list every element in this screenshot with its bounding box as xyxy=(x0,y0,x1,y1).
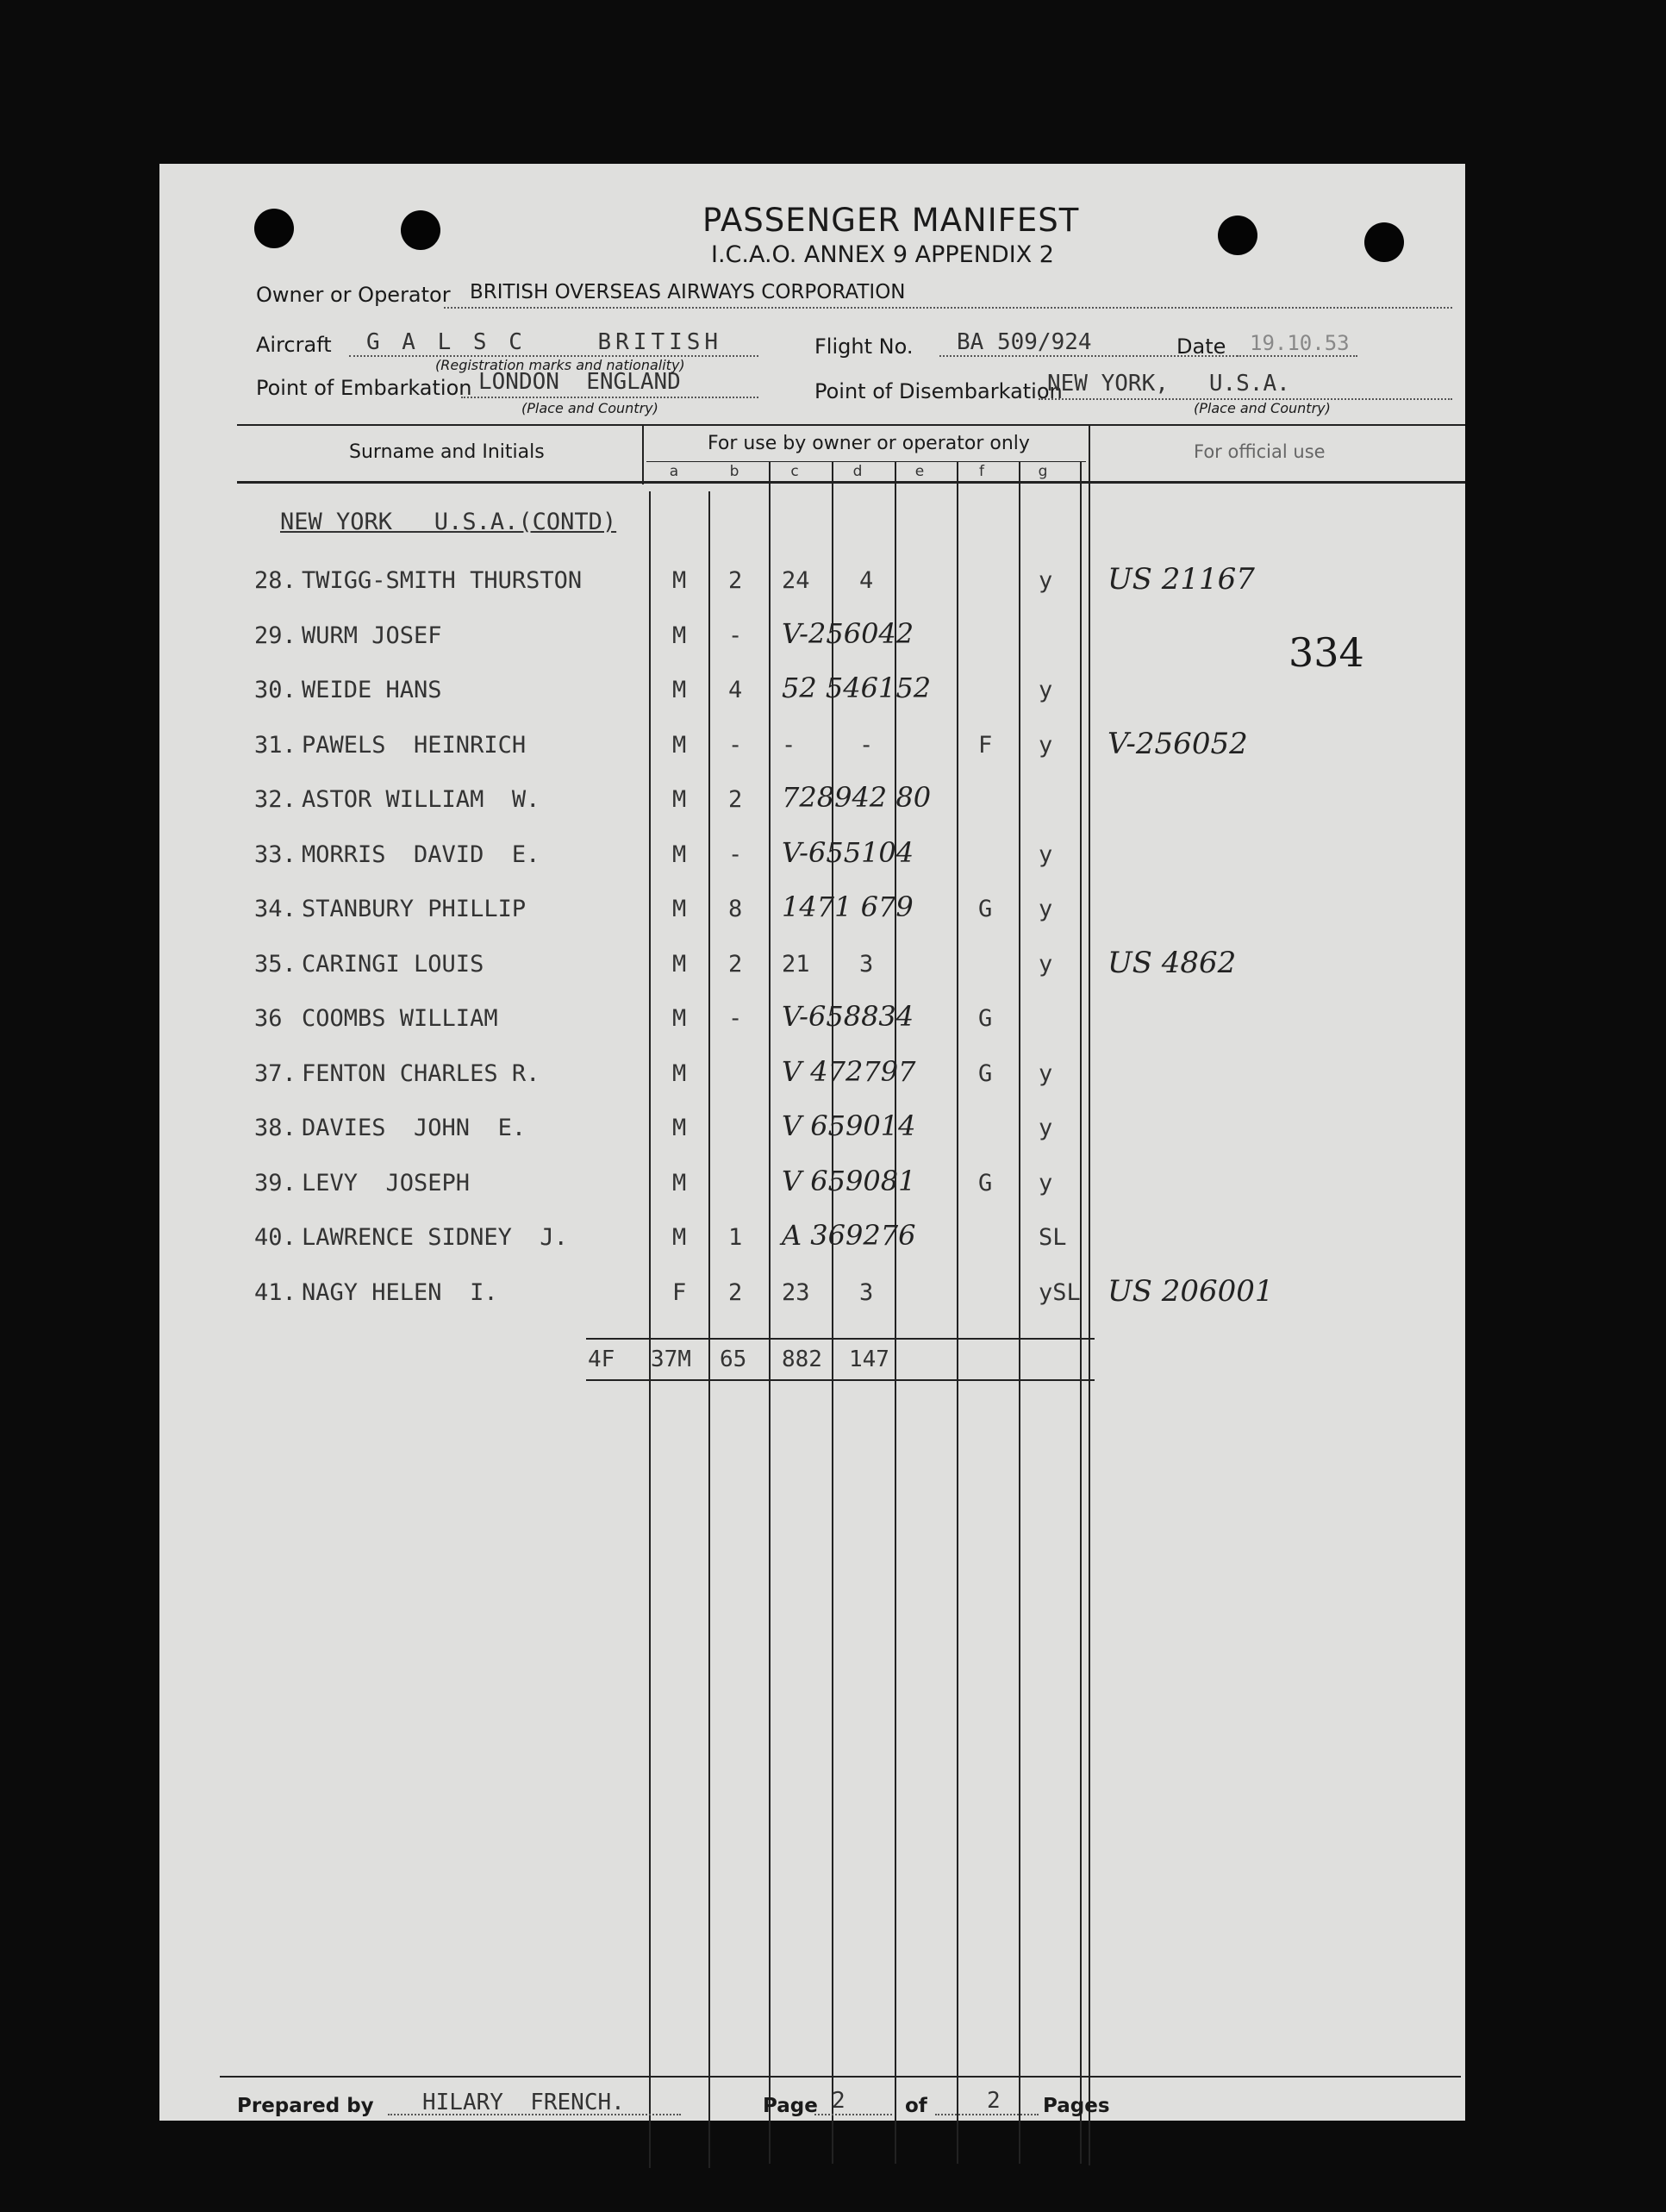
disembark-value: NEW YORK, U.S.A. xyxy=(1047,371,1290,397)
page-value: 2 xyxy=(832,2088,845,2114)
page-subtitle: I.C.A.O. ANNEX 9 APPENDIX 2 xyxy=(711,241,1054,268)
field-c: V 659014 xyxy=(782,1109,916,1142)
col-official-header: For official use xyxy=(1194,441,1326,462)
field-g: y xyxy=(1039,1169,1053,1197)
punch-hole-icon xyxy=(1364,222,1404,262)
field-a: F xyxy=(672,1278,687,1306)
field-g: y xyxy=(1039,731,1053,759)
field-c: V 659081 xyxy=(782,1164,916,1197)
col-name-header: Surname and Initials xyxy=(349,441,545,463)
field-g: y xyxy=(1039,840,1053,868)
field-c: V-658834 xyxy=(782,1000,914,1033)
passenger-row xyxy=(159,890,1465,930)
passenger-row xyxy=(159,835,1465,876)
page-label: Page xyxy=(763,2095,818,2117)
owner-value: BRITISH OVERSEAS AIRWAYS CORPORATION xyxy=(470,281,906,303)
field-b: 2 xyxy=(728,786,743,813)
field-f: G xyxy=(978,1169,993,1197)
field-f: F xyxy=(978,731,993,759)
passenger-row xyxy=(159,1273,1465,1314)
passenger-number: 39. xyxy=(254,1169,296,1197)
passenger-row xyxy=(159,562,1465,602)
disembark-note: (Place and Country) xyxy=(1194,400,1331,416)
punch-hole-icon xyxy=(254,209,294,248)
field-c: V-655104 xyxy=(782,835,914,869)
passenger-row xyxy=(159,616,1465,657)
total-c: 882 xyxy=(782,1347,822,1372)
field-b: 4 xyxy=(728,677,743,703)
punch-hole-icon xyxy=(1218,216,1257,255)
passenger-name: NAGY HELEN I. xyxy=(302,1278,498,1306)
col-letter: g xyxy=(1038,463,1048,480)
aircraft-note: (Registration marks and nationality) xyxy=(435,357,685,373)
passenger-name: DAVIES JOHN E. xyxy=(302,1115,527,1141)
col-letter: d xyxy=(852,463,863,480)
passenger-name: LEVY JOSEPH xyxy=(302,1169,471,1197)
total-female: 4F xyxy=(588,1347,615,1372)
passenger-name: PAWELS HEINRICH xyxy=(302,731,527,759)
passenger-name: STANBURY PHILLIP xyxy=(302,896,527,922)
passenger-row xyxy=(159,726,1465,766)
passenger-number: 30. xyxy=(254,677,296,703)
passenger-row xyxy=(159,1054,1465,1095)
field-g: SL xyxy=(1039,1224,1067,1251)
flight-value: BA 509/924 xyxy=(957,329,1092,355)
passenger-number: 32. xyxy=(254,786,296,813)
passenger-name: MORRIS DAVID E. xyxy=(302,840,540,868)
field-b: - xyxy=(728,622,743,649)
field-a: M xyxy=(672,786,687,813)
passenger-name: LAWRENCE SIDNEY J. xyxy=(302,1224,568,1251)
field-c: A 369276 xyxy=(782,1219,916,1252)
official-note: V-256052 xyxy=(1108,726,1248,761)
field-c: V-256042 xyxy=(782,616,914,650)
col-letter: b xyxy=(729,463,739,480)
passenger-row xyxy=(159,672,1465,711)
field-d: 4 xyxy=(859,567,874,594)
passenger-name: COOMBS WILLIAM xyxy=(302,1005,498,1032)
field-b: 2 xyxy=(728,567,743,594)
col-letter: a xyxy=(669,463,679,480)
prepared-label: Prepared by xyxy=(237,2095,374,2117)
field-g: ySL xyxy=(1039,1278,1081,1306)
field-g: y xyxy=(1039,1059,1053,1087)
field-b: 8 xyxy=(728,896,743,922)
field-a: M xyxy=(672,1005,687,1032)
field-d: 3 xyxy=(859,950,874,978)
field-c: 52 546152 xyxy=(782,672,932,704)
flight-label: Flight No. xyxy=(814,334,914,359)
passenger-number: 35. xyxy=(254,950,296,978)
passenger-number: 40. xyxy=(254,1224,296,1251)
passenger-number: 41. xyxy=(254,1278,296,1306)
field-c: 21 xyxy=(782,950,810,978)
passenger-number: 38. xyxy=(254,1115,296,1141)
disembark-label: Point of Disembarkation xyxy=(814,379,1063,403)
passenger-number: 34. xyxy=(254,896,296,922)
passenger-number: 28. xyxy=(254,567,296,594)
field-c: V 472797 xyxy=(782,1054,916,1088)
field-b: - xyxy=(728,840,743,868)
passenger-name: WEIDE HANS xyxy=(302,677,442,703)
field-a: M xyxy=(672,950,687,978)
col-letter: c xyxy=(790,463,799,480)
field-c: 23 xyxy=(782,1278,810,1306)
field-a: M xyxy=(672,1059,687,1087)
embark-label: Point of Embarkation xyxy=(256,376,472,400)
passenger-name: WURM JOSEF xyxy=(302,622,442,649)
passenger-row xyxy=(159,1000,1465,1040)
stamp-number: 334 xyxy=(1288,629,1364,676)
total-b: 65 xyxy=(720,1347,747,1372)
field-f: G xyxy=(978,1059,993,1087)
passenger-name: FENTON CHARLES R. xyxy=(302,1059,540,1087)
field-d: - xyxy=(859,731,874,759)
field-a: M xyxy=(672,1115,687,1141)
field-b: - xyxy=(728,1005,743,1032)
passenger-number: 29. xyxy=(254,622,296,649)
passenger-name: TWIGG-SMITH THURSTON xyxy=(302,567,583,594)
page-title: PASSENGER MANIFEST xyxy=(702,202,1080,239)
field-f: G xyxy=(978,1005,993,1032)
passenger-row xyxy=(159,945,1465,985)
passenger-number: 31. xyxy=(254,731,296,759)
aircraft-label: Aircraft xyxy=(256,333,332,357)
field-b: 2 xyxy=(728,950,743,978)
field-a: M xyxy=(672,731,687,759)
passenger-number: 37. xyxy=(254,1059,296,1087)
official-note: US 4862 xyxy=(1108,945,1237,980)
of-label: of xyxy=(905,2095,927,2117)
field-a: M xyxy=(672,1224,687,1251)
col-letter: f xyxy=(979,463,984,480)
field-b: 1 xyxy=(728,1224,743,1251)
field-b: 2 xyxy=(728,1278,743,1306)
passenger-row xyxy=(159,1164,1465,1204)
pages-label: Pages xyxy=(1043,2095,1110,2117)
field-c: - xyxy=(782,731,796,759)
total-a: 37M xyxy=(651,1347,691,1372)
total-d: 147 xyxy=(849,1347,889,1372)
field-a: M xyxy=(672,677,687,703)
aircraft-value: G A L S C BRITISH xyxy=(366,329,723,355)
field-g: y xyxy=(1039,950,1053,978)
field-b: - xyxy=(728,731,743,759)
embark-note: (Place and Country) xyxy=(521,400,658,416)
field-a: M xyxy=(672,840,687,868)
field-f: G xyxy=(978,896,993,922)
date-label: Date xyxy=(1176,334,1226,359)
field-a: M xyxy=(672,1169,687,1197)
owner-label: Owner or Operator xyxy=(256,283,451,307)
passenger-row xyxy=(159,781,1465,821)
section-heading: NEW YORK U.S.A.(CONTD) xyxy=(280,509,617,535)
passenger-number: 36 xyxy=(254,1005,283,1032)
prepared-value: HILARY FRENCH. xyxy=(422,2090,625,2115)
passenger-row xyxy=(159,1109,1465,1149)
field-g: y xyxy=(1039,1115,1053,1141)
passenger-number: 33. xyxy=(254,840,296,868)
official-note: US 206001 xyxy=(1108,1273,1274,1309)
field-a: M xyxy=(672,622,687,649)
field-c: 24 xyxy=(782,567,810,594)
field-a: M xyxy=(672,896,687,922)
col-letter: e xyxy=(914,463,925,480)
punch-hole-icon xyxy=(401,210,440,250)
passenger-name: CARINGI LOUIS xyxy=(302,950,484,978)
manifest-sheet xyxy=(159,164,1465,2121)
field-g: y xyxy=(1039,896,1053,922)
field-c: 728942 80 xyxy=(782,781,932,814)
official-note: US 21167 xyxy=(1108,562,1255,597)
field-a: M xyxy=(672,567,687,594)
date-value: 19.10.53 xyxy=(1250,331,1350,355)
passenger-row xyxy=(159,1219,1465,1259)
field-d: 3 xyxy=(859,1278,874,1306)
col-owner-header: For use by owner or operator only xyxy=(708,433,1030,454)
field-g: y xyxy=(1039,677,1053,703)
embark-value: LONDON ENGLAND xyxy=(478,369,681,395)
of-value: 2 xyxy=(987,2088,1001,2114)
field-g: y xyxy=(1039,567,1053,594)
passenger-name: ASTOR WILLIAM W. xyxy=(302,786,540,813)
field-c: 1471 679 xyxy=(782,890,914,923)
